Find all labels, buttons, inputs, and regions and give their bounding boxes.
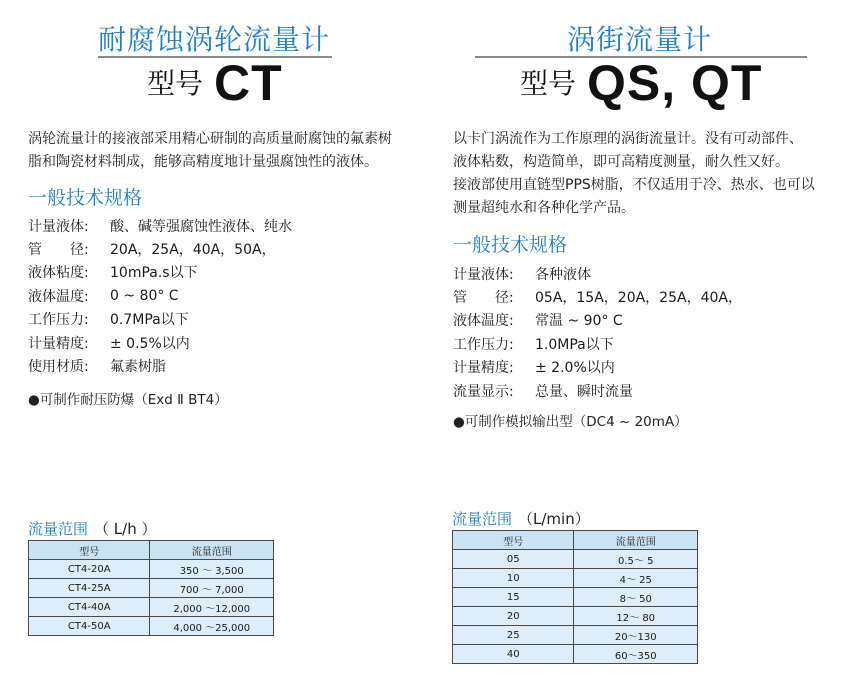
spec-label: 工作压力: <box>28 312 89 329</box>
spec-value: 氟素树脂 <box>110 359 166 376</box>
range-title-label: 流量范围 <box>452 510 513 528</box>
spec-label: 计量精度: <box>453 360 514 377</box>
table-cell-model: 40 <box>453 645 574 664</box>
table-cell-range: 8～ 50 <box>574 588 698 607</box>
spec-list <box>28 214 292 378</box>
table-header-range: 流量范围 <box>150 541 274 560</box>
spec-row <box>28 331 292 354</box>
table-cell-model: CT4-20A <box>29 560 150 579</box>
range-title <box>452 508 590 529</box>
table-cell-model: 25 <box>453 626 574 645</box>
spec-row <box>28 284 292 307</box>
intro-line: 接液部使用直链型PPS树脂，不仅适用于冷、热水、也可以 <box>453 177 815 193</box>
model-prefix: 型号 <box>147 67 204 100</box>
table-cell-range: 20～130 <box>574 626 698 645</box>
spec-label: 管 径: <box>28 242 89 259</box>
spec-value: 总量、瞬时流量 <box>535 383 633 400</box>
spec-row <box>453 379 742 402</box>
spec-label: 液体粘度: <box>28 265 89 282</box>
spec-value: 0.7MPa以下 <box>110 312 189 329</box>
spec-row <box>28 261 292 284</box>
table-cell-model: CT4-50A <box>29 617 150 636</box>
range-unit: （ L/h ） <box>94 520 157 538</box>
table-header-row <box>453 531 698 550</box>
spec-value: ± 2.0%以内 <box>535 360 615 377</box>
spec-label: 使用材质: <box>28 359 89 376</box>
table-cell-range: 4～ 25 <box>574 569 698 588</box>
spec-heading: 一般技术规格 <box>453 234 568 256</box>
spec-row <box>453 356 742 379</box>
intro-line: 脂和陶瓷材料制成，能够高精度地计量强腐蚀性的液体。 <box>28 154 378 170</box>
spec-row <box>453 309 742 332</box>
table-cell-range: 700 ～ 7,000 <box>150 579 274 598</box>
spec-value: 20A，25A，40A，50A， <box>110 242 276 259</box>
spec-label: 管 径: <box>453 290 514 307</box>
table-cell-model: CT4-40A <box>29 598 150 617</box>
model-code: QS, QT <box>587 55 763 111</box>
table-cell-range: 12～ 80 <box>574 607 698 626</box>
spec-row <box>28 214 292 237</box>
spec-label: 流量显示: <box>453 383 514 400</box>
spec-label: 计量液体: <box>28 218 89 235</box>
table-cell-range: 2,000 ～12,000 <box>150 598 274 617</box>
spec-value: ± 0.5%以内 <box>110 335 190 352</box>
spec-row <box>453 332 742 355</box>
spec-row <box>28 308 292 331</box>
spec-row <box>453 262 742 285</box>
table-row <box>453 569 698 588</box>
intro-line: 以卡门涡流作为工作原理的涡街流量计。没有可动部件、 <box>453 131 803 147</box>
model-code: CT <box>214 55 283 111</box>
spec-label: 液体温度: <box>453 313 514 330</box>
table-row <box>29 598 274 617</box>
spec-value: 0 ~ 80° C <box>110 287 179 304</box>
table-cell-model: 20 <box>453 607 574 626</box>
table-row <box>29 579 274 598</box>
option-note: ●可制作模拟输出型（DC4 ~ 20mA） <box>453 414 688 430</box>
flow-range-table <box>452 530 698 664</box>
table-row <box>453 607 698 626</box>
spec-row <box>28 354 292 377</box>
table-cell-model: 10 <box>453 569 574 588</box>
table-row <box>453 550 698 569</box>
spec-label: 计量液体: <box>453 266 514 283</box>
spec-heading: 一般技术规格 <box>28 187 143 209</box>
table-header-range: 流量范围 <box>574 531 698 550</box>
table-cell-model: CT4-25A <box>29 579 150 598</box>
range-unit: （L/min） <box>518 510 590 528</box>
table-header-model: 型号 <box>29 541 150 560</box>
table-row <box>29 617 274 636</box>
intro-line: 液体粘数，构造简单，即可高精度测量，耐久性又好。 <box>453 154 789 170</box>
range-title-label: 流量范围 <box>28 520 89 538</box>
table-row <box>453 645 698 664</box>
intro-text <box>453 128 847 220</box>
table-cell-range: 0.5～ 5 <box>574 550 698 569</box>
table-cell-range: 350 ～ 3,500 <box>150 560 274 579</box>
spec-label: 液体温度: <box>28 288 89 305</box>
spec-label: 工作压力: <box>453 336 514 353</box>
table-header-model: 型号 <box>453 531 574 550</box>
spec-value: 各种液体 <box>535 266 591 283</box>
intro-line: 测量超纯水和各种化学产品。 <box>453 200 635 216</box>
option-note: ●可制作耐压防爆（Exd Ⅱ BT4） <box>28 392 228 408</box>
intro-line: 涡轮流量计的接液部采用精心研制的高质量耐腐蚀的氟素树 <box>28 131 392 147</box>
table-row <box>29 560 274 579</box>
spec-value: 05A，15A，20A，25A，40A， <box>535 290 742 307</box>
spec-label: 计量精度: <box>28 335 89 352</box>
table-row <box>453 626 698 645</box>
table-cell-range: 4,000 ～25,000 <box>150 617 274 636</box>
spec-value: 10mPa.s以下 <box>110 265 198 282</box>
spec-row <box>453 285 742 308</box>
spec-row <box>28 237 292 260</box>
spec-value: 1.0MPa以下 <box>535 336 614 353</box>
product-title: 耐腐蚀涡轮流量计 <box>98 23 331 56</box>
table-row <box>453 588 698 607</box>
flow-range-table <box>28 540 274 636</box>
table-cell-model: 15 <box>453 588 574 607</box>
table-header-row <box>29 541 274 560</box>
table-cell-range: 60～350 <box>574 645 698 664</box>
spec-list <box>453 262 742 402</box>
spec-value: 常温 ~ 90° C <box>535 313 623 330</box>
model-prefix: 型号 <box>520 67 577 100</box>
product-title: 涡街流量计 <box>567 23 713 56</box>
spec-value: 酸、碱等强腐蚀性液体、纯水 <box>110 218 292 235</box>
range-title <box>28 518 156 539</box>
intro-text <box>28 128 420 174</box>
table-cell-model: 05 <box>453 550 574 569</box>
